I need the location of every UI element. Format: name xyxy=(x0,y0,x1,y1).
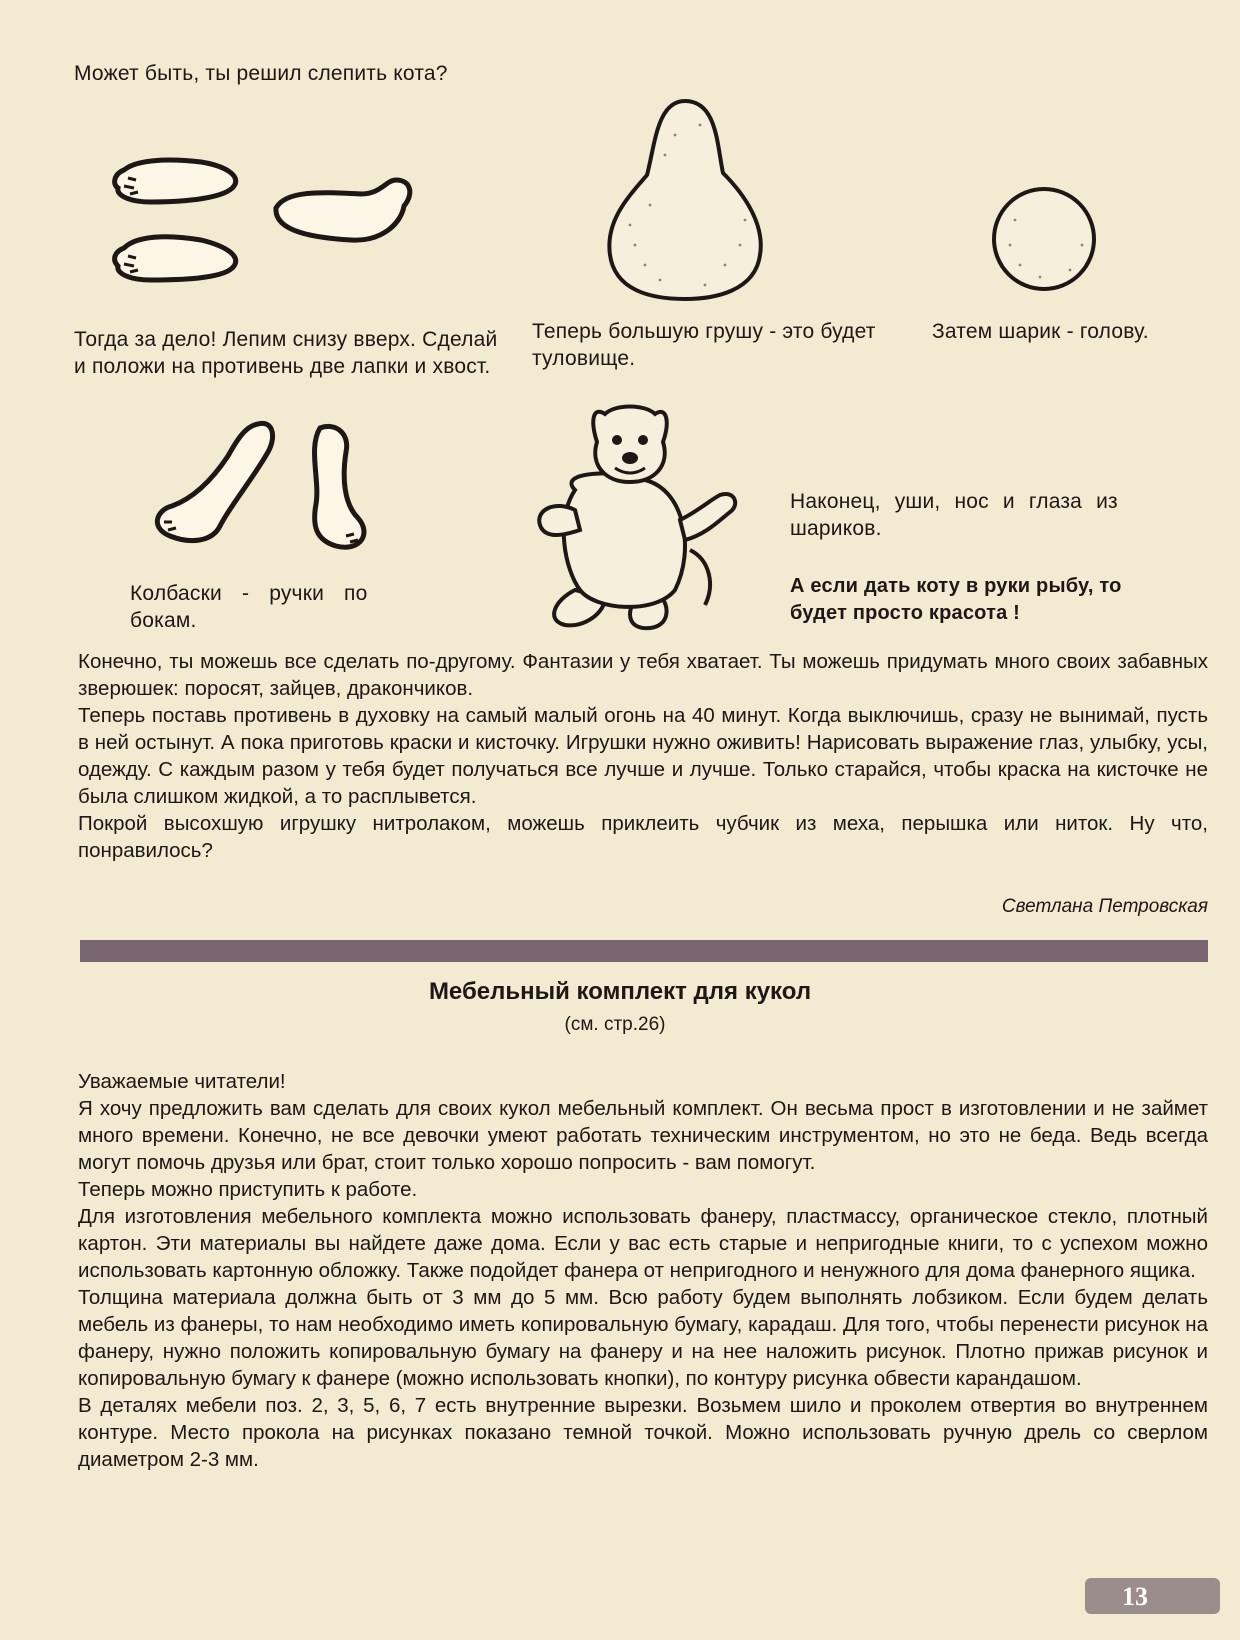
intro-line: Может быть, ты решил слепить кота? xyxy=(74,62,448,85)
magazine-logo xyxy=(1085,1576,1220,1616)
article-paragraph-5: В деталях мебели поз. 2, 3, 5, 6, 7 есть внутренние вырезки. Возьмем шило и проколем отвертия во внутреннем контуре. Место прокола на рисунках показано темной точкой. Можно использовать ручную дрель со сверлом диаметром 2-3 мм. xyxy=(78,1394,1208,1471)
author-signature: Светлана Петровская xyxy=(1001,896,1208,917)
finished-cat-illustration xyxy=(535,400,770,635)
paws-tail-illustration xyxy=(106,150,426,310)
article-paragraph-4: Толщина материала должна быть от 3 мм до 5 мм. Всю работу будем выполнять лобзиком. Если будем делать мебель из фанеры, то нам необходимо иметь копировальную бумагу, карадаш. Для того, чтобы перенести рисунок на фанеру, нужно положить копировальную бумагу на фанеру и на нее наложить рисунок. Плотно прижав рисунок и копировальную бумагу к фанере (можно использовать кнопки), по контуру рисунка обвести карандашом. xyxy=(78,1286,1208,1390)
ball-head-illustration xyxy=(990,185,1100,295)
caption-finish: Наконец, уши, нос и глаза из шариков. xyxy=(790,490,1118,540)
article-greeting: Уважаемые читатели! xyxy=(78,1070,286,1093)
pear-body-illustration xyxy=(605,95,770,305)
article-page-reference: (см. стр.26) xyxy=(564,1014,666,1035)
caption-fish: А если дать коту в руки рыбу, то будет просто красота ! xyxy=(790,575,1122,624)
arms-illustration xyxy=(150,418,400,558)
closing-text xyxy=(78,648,1208,864)
section-divider xyxy=(80,940,1208,962)
article-title: Мебельный комплект для кукол xyxy=(428,978,812,1005)
caption-paws-tail: Тогда за дело! Лепим снизу вверх. Сделай и положи на противень две лапки и хвост. xyxy=(74,328,498,378)
article-paragraph-2: Теперь можно приступить к работе. xyxy=(78,1178,418,1201)
article-paragraph-1: Я хочу предложить вам сделать для своих кукол мебельный комплект. Он весьма прост в изготовлении и не займет много времени. Конечно, не все девочки умеют работать техническим инструментом, но это не беда. Ведь всегда могут помочь друзья или брат, стоит только хорошо попросить - вам помогут. xyxy=(78,1097,1208,1174)
article-body xyxy=(78,1068,1208,1473)
closing-paragraph-1: Конечно, ты можешь все сделать по-другому. Фантазии у тебя хватает. Ты можешь придумать много своих забавных зверюшек: поросят, зайцев, дракончиков. xyxy=(78,650,1208,700)
caption-arms: Колбаски - ручки по бокам. xyxy=(130,582,368,632)
article-paragraph-3: Для изготовления мебельного комплекта можно использовать фанеру, пластмассу, органическое стекло, плотный картон. Эти материалы вы найдете даже дома. Если у вас есть старые и непригодные книги, то с успехом можно использовать картонную обложку. Также подойдет фанера от непригодного и ненужного для дома фанерного ящика. xyxy=(78,1205,1208,1282)
closing-paragraph-3: Покрой высохшую игрушку нитролаком, можешь приклеить чубчик из меха, перышка или ниток. Ну что, понравилось? xyxy=(78,812,1208,862)
page-number: 13 xyxy=(1122,1582,1148,1611)
closing-paragraph-2: Теперь поставь противень в духовку на самый малый огонь на 40 минут. Когда выключишь, сразу не вынимай, пусть в ней остынут. А пока приготовь краски и кисточку. Игрушки нужно оживить! Нарисовать выражение глаз, улыбку, усы, одежду. С каждым разом у тебя будет получаться все лучше и лучше. Только старайся, чтобы краска на кисточке не была слишком жидкой, а то расплывется. xyxy=(78,704,1208,808)
caption-body: Теперь большую грушу - это будет туловище. xyxy=(532,320,876,370)
caption-head: Затем шарик - голову. xyxy=(932,320,1149,343)
